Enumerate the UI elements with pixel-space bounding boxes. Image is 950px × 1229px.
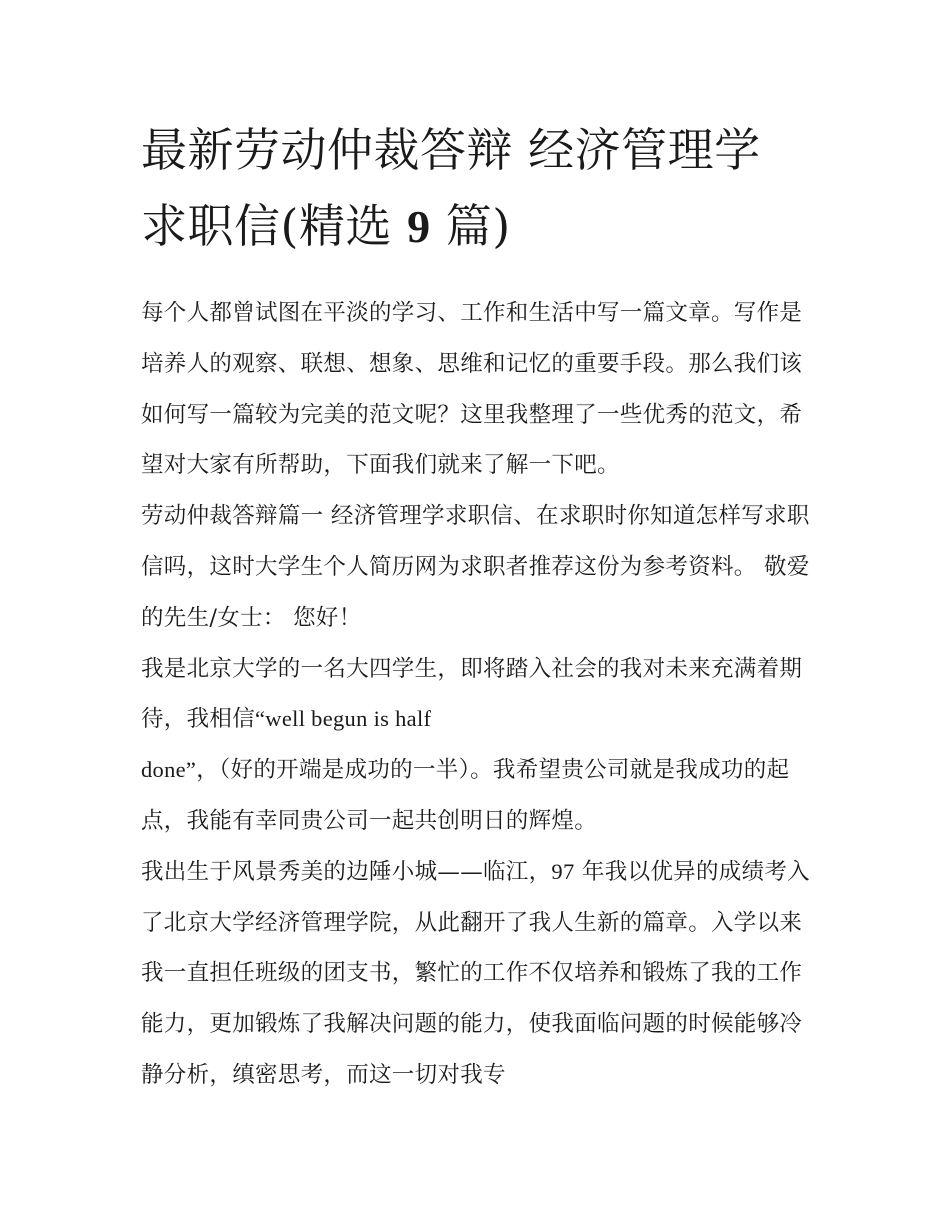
paragraph-self-intro-start: 我是北京大学的一名大四学生，即将踏入社会的我对未来充满着期待，我相信 [141, 655, 803, 733]
paragraph-greeting: 劳动仲裁答辩篇一 经济管理学求职信、在求职时你知道怎样写求职信吗，这时大学生个人简历网为求职者推荐这份为参考资料。 敬爱的先生/女士： 您好！ [141, 503, 810, 631]
paragraph-self-intro [141, 644, 821, 847]
paragraph-background-start: 我出生于风景秀美的边陲小城——临江， [141, 858, 552, 885]
document-title [141, 112, 821, 265]
title-count: 9 [407, 201, 431, 252]
paragraph-background [141, 847, 821, 1101]
document-body [141, 288, 821, 1101]
document-page [141, 112, 821, 1101]
title-line-2-start: 求职信(精选 [141, 199, 408, 253]
year-number: 97 [551, 858, 575, 884]
paragraph-background-end: 年我以优异的成绩考入了北京大学经济管理学院，从此翻开了我人生新的篇章。入学以来我一直担任班级的团支书，繁忙的工作不仅培养和锻炼了我的工作能力，更加锻炼了我解决问题的能力，使我面临问题的时候能够冷静分析，缜密思考，而这一切对我专 [141, 858, 810, 1088]
paragraph-self-intro-end: ，（好的开端是成功的一半）。我希望贵公司就是我成功的起点，我能有幸同贵公司一起共创明日的辉煌。 [141, 757, 790, 834]
english-quote-part-2: done” [141, 757, 197, 783]
title-line-1: 最新劳动仲裁答辩 经济管理学 [141, 123, 761, 177]
paragraph-intro: 每个人都曾试图在平淡的学习、工作和生活中写一篇文章。写作是培养人的观察、联想、想象、思维和记忆的重要手段。那么我们该如何写一篇较为完美的范文呢？这里我整理了一些优秀的范文，希望对大家有所帮助，下面我们就来了解一下吧。 [141, 300, 803, 479]
title-line-2-end: 篇) [430, 199, 511, 253]
english-quote-part-1: “well begun is half [255, 706, 432, 732]
